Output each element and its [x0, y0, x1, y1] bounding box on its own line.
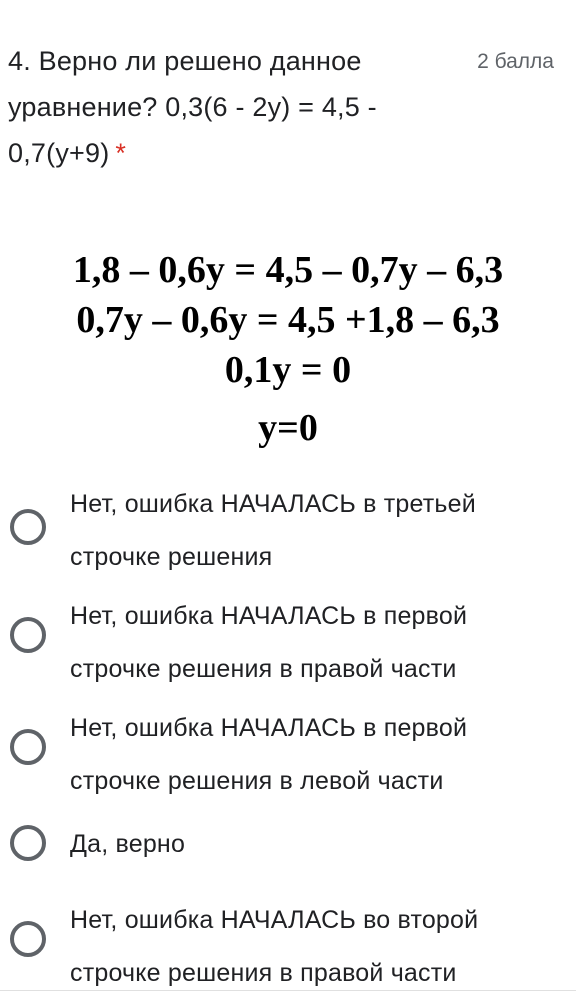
- points-label: 2 балла: [477, 50, 554, 73]
- solution-line-3: 0,1y = 0: [224, 349, 352, 391]
- option-label[interactable]: Да, верно: [70, 830, 186, 858]
- radio-button[interactable]: [10, 825, 46, 861]
- required-marker: *: [115, 138, 127, 168]
- question-header: [8, 38, 568, 176]
- option-label[interactable]: Нет, ошибка НАЧАЛАСЬ в первой строчке решения в левой части: [70, 714, 468, 795]
- option-label[interactable]: Нет, ошибка НАЧАЛАСЬ в третьей строчке решения: [70, 490, 476, 571]
- solution-line-4: y=0: [258, 407, 318, 449]
- radio-button[interactable]: [10, 729, 46, 765]
- radio-button[interactable]: [10, 921, 46, 957]
- question-text: 4. Верно ли решено данное уравнение? 0,3(6 - 2y) = 4,5 - 0,7(y+9): [8, 46, 377, 168]
- solution-image: [0, 245, 576, 453]
- option-label[interactable]: Нет, ошибка НАЧАЛАСЬ в первой строчке решения в правой части: [70, 602, 468, 683]
- solution-line-1: 1,8 – 0,6y = 4,5 – 0,7y – 6,3: [72, 249, 504, 291]
- question-title: [8, 38, 448, 176]
- solution-line-2: 0,7y – 0,6y = 4,5 +1,8 – 6,3: [76, 299, 500, 341]
- bottom-divider: [0, 990, 576, 991]
- radio-button[interactable]: [10, 617, 46, 653]
- option-label[interactable]: Нет, ошибка НАЧАЛАСЬ во второй строчке решения в правой части: [70, 906, 479, 987]
- radio-button[interactable]: [10, 509, 46, 545]
